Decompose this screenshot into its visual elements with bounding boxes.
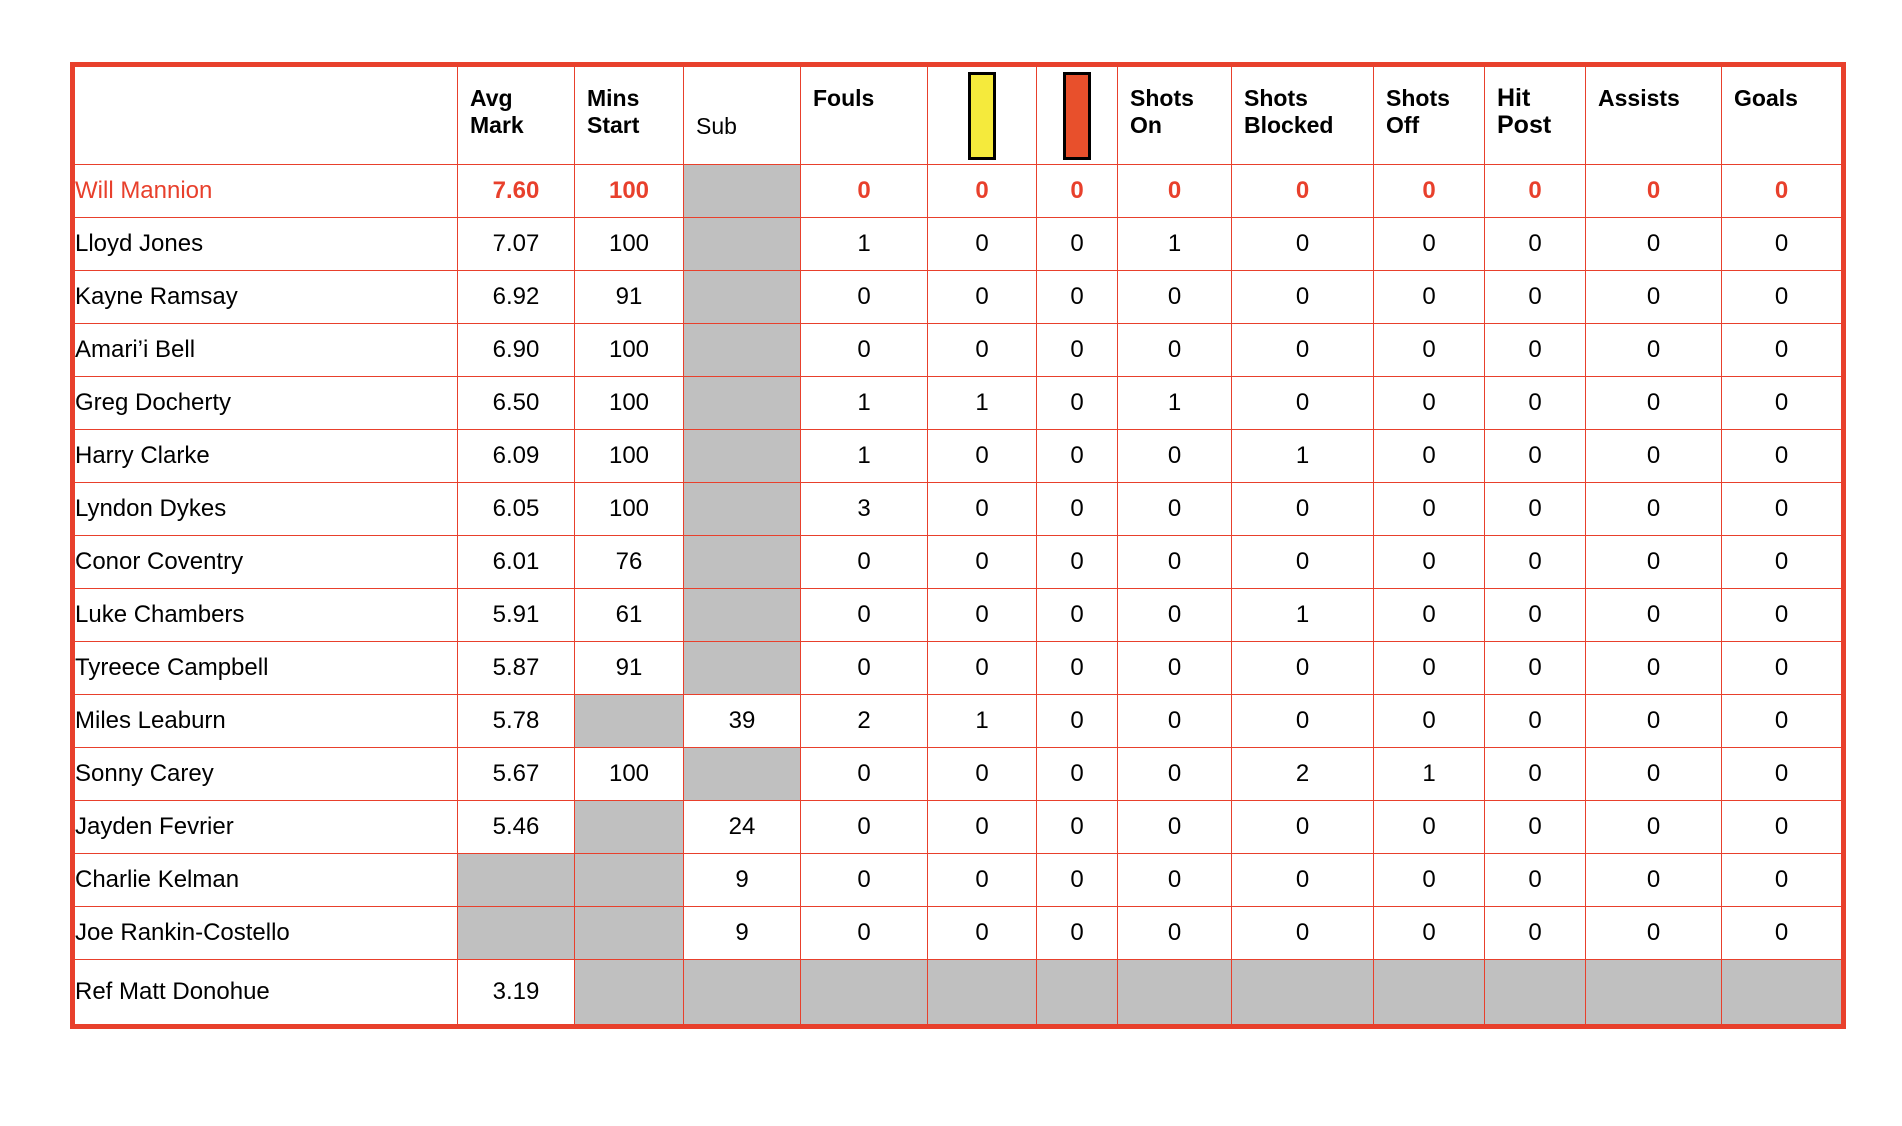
avg-mark: 5.78 xyxy=(458,695,575,748)
fouls: 0 xyxy=(801,536,928,589)
yellow-cards: 1 xyxy=(928,695,1037,748)
shots-on: 0 xyxy=(1118,483,1232,536)
sub-mins xyxy=(684,165,801,218)
yellow-card-icon xyxy=(968,72,996,160)
goals: 0 xyxy=(1722,271,1844,324)
shots-blocked: 0 xyxy=(1232,801,1374,854)
shots-blocked: 0 xyxy=(1232,165,1374,218)
shots-off: 0 xyxy=(1374,324,1485,377)
red-cards: 0 xyxy=(1037,218,1118,271)
assists: 0 xyxy=(1586,907,1722,960)
red-cards: 0 xyxy=(1037,324,1118,377)
red-cards: 0 xyxy=(1037,430,1118,483)
empty-cell xyxy=(1374,960,1485,1027)
red-cards: 0 xyxy=(1037,165,1118,218)
hit-post: 0 xyxy=(1485,589,1586,642)
fouls: 0 xyxy=(801,642,928,695)
fouls: 1 xyxy=(801,430,928,483)
hit-post: 0 xyxy=(1485,907,1586,960)
shots-off: 0 xyxy=(1374,271,1485,324)
hit-post: 0 xyxy=(1485,854,1586,907)
fouls: 0 xyxy=(801,165,928,218)
shots-on: 0 xyxy=(1118,854,1232,907)
player-name: Tyreece Campbell xyxy=(73,642,458,695)
shots-blocked: 0 xyxy=(1232,271,1374,324)
empty-cell xyxy=(1232,960,1374,1027)
header-shots-blocked: Shots Blocked xyxy=(1232,65,1374,165)
player-name: Lyndon Dykes xyxy=(73,483,458,536)
assists: 0 xyxy=(1586,165,1722,218)
player-name: Miles Leaburn xyxy=(73,695,458,748)
hit-post: 0 xyxy=(1485,748,1586,801)
goals: 0 xyxy=(1722,218,1844,271)
shots-blocked: 1 xyxy=(1232,430,1374,483)
assists: 0 xyxy=(1586,854,1722,907)
red-cards: 0 xyxy=(1037,483,1118,536)
avg-mark: 6.01 xyxy=(458,536,575,589)
hit-post: 0 xyxy=(1485,324,1586,377)
player-row xyxy=(73,536,1844,589)
shots-off: 0 xyxy=(1374,430,1485,483)
mins-start: 76 xyxy=(575,536,684,589)
assists: 0 xyxy=(1586,377,1722,430)
sub-mins xyxy=(684,748,801,801)
yellow-cards: 0 xyxy=(928,589,1037,642)
shots-on: 0 xyxy=(1118,430,1232,483)
sub-mins xyxy=(684,271,801,324)
sub-mins xyxy=(684,377,801,430)
shots-off: 0 xyxy=(1374,907,1485,960)
red-card-icon xyxy=(1063,72,1091,160)
header-player xyxy=(73,65,458,165)
goals: 0 xyxy=(1722,854,1844,907)
avg-mark: 6.50 xyxy=(458,377,575,430)
mins-start: 100 xyxy=(575,324,684,377)
empty-cell xyxy=(684,960,801,1027)
fouls: 0 xyxy=(801,589,928,642)
red-cards: 0 xyxy=(1037,589,1118,642)
shots-off: 0 xyxy=(1374,377,1485,430)
assists: 0 xyxy=(1586,801,1722,854)
assists: 0 xyxy=(1586,271,1722,324)
hit-post: 0 xyxy=(1485,218,1586,271)
shots-on: 0 xyxy=(1118,324,1232,377)
yellow-cards: 0 xyxy=(928,642,1037,695)
player-name: Greg Docherty xyxy=(73,377,458,430)
hit-post: 0 xyxy=(1485,536,1586,589)
goals: 0 xyxy=(1722,695,1844,748)
red-cards: 0 xyxy=(1037,695,1118,748)
player-name: Kayne Ramsay xyxy=(73,271,458,324)
fouls: 3 xyxy=(801,483,928,536)
shots-on: 0 xyxy=(1118,907,1232,960)
player-name: Amari’i Bell xyxy=(73,324,458,377)
shots-on: 0 xyxy=(1118,536,1232,589)
assists: 0 xyxy=(1586,695,1722,748)
fouls: 0 xyxy=(801,271,928,324)
red-cards: 0 xyxy=(1037,907,1118,960)
player-row xyxy=(73,801,1844,854)
sub-mins xyxy=(684,536,801,589)
yellow-cards: 0 xyxy=(928,801,1037,854)
avg-mark: 6.05 xyxy=(458,483,575,536)
hit-post: 0 xyxy=(1485,165,1586,218)
shots-off: 0 xyxy=(1374,801,1485,854)
shots-off: 0 xyxy=(1374,589,1485,642)
player-name: Harry Clarke xyxy=(73,430,458,483)
shots-on: 0 xyxy=(1118,748,1232,801)
hit-post: 0 xyxy=(1485,695,1586,748)
red-cards: 0 xyxy=(1037,642,1118,695)
avg-mark: 5.67 xyxy=(458,748,575,801)
goals: 0 xyxy=(1722,589,1844,642)
yellow-cards: 0 xyxy=(928,854,1037,907)
player-ratings-table xyxy=(70,62,1846,1029)
fouls: 0 xyxy=(801,324,928,377)
red-cards: 0 xyxy=(1037,801,1118,854)
player-name: Luke Chambers xyxy=(73,589,458,642)
goals: 0 xyxy=(1722,377,1844,430)
shots-blocked: 2 xyxy=(1232,748,1374,801)
header-shots-off: Shots Off xyxy=(1374,65,1485,165)
header-fouls: Fouls xyxy=(801,65,928,165)
shots-blocked: 0 xyxy=(1232,483,1374,536)
avg-mark: 5.46 xyxy=(458,801,575,854)
player-name: Will Mannion xyxy=(73,165,458,218)
fouls: 2 xyxy=(801,695,928,748)
assists: 0 xyxy=(1586,430,1722,483)
mins-start: 91 xyxy=(575,271,684,324)
player-row xyxy=(73,377,1844,430)
empty-cell xyxy=(1118,960,1232,1027)
shots-off: 1 xyxy=(1374,748,1485,801)
shots-on: 0 xyxy=(1118,589,1232,642)
mins-start xyxy=(575,801,684,854)
header-assists: Assists xyxy=(1586,65,1722,165)
sub-mins: 9 xyxy=(684,854,801,907)
fouls: 1 xyxy=(801,377,928,430)
player-row xyxy=(73,695,1844,748)
referee-name: Ref Matt Donohue xyxy=(73,960,458,1027)
assists: 0 xyxy=(1586,589,1722,642)
goals: 0 xyxy=(1722,536,1844,589)
mins-start: 100 xyxy=(575,748,684,801)
goals: 0 xyxy=(1722,483,1844,536)
shots-blocked: 0 xyxy=(1232,218,1374,271)
fouls: 0 xyxy=(801,801,928,854)
shots-on: 0 xyxy=(1118,165,1232,218)
player-row xyxy=(73,854,1844,907)
yellow-cards: 0 xyxy=(928,271,1037,324)
red-cards: 0 xyxy=(1037,377,1118,430)
sub-mins xyxy=(684,430,801,483)
mins-start xyxy=(575,854,684,907)
mins-start xyxy=(575,695,684,748)
shots-off: 0 xyxy=(1374,854,1485,907)
player-name: Jayden Fevrier xyxy=(73,801,458,854)
red-cards: 0 xyxy=(1037,536,1118,589)
sub-mins xyxy=(684,589,801,642)
fouls: 0 xyxy=(801,907,928,960)
yellow-cards: 0 xyxy=(928,218,1037,271)
goals: 0 xyxy=(1722,165,1844,218)
yellow-cards: 0 xyxy=(928,483,1037,536)
goals: 0 xyxy=(1722,642,1844,695)
mins-start: 100 xyxy=(575,165,684,218)
assists: 0 xyxy=(1586,642,1722,695)
header-sub: Sub xyxy=(684,65,801,165)
empty-cell xyxy=(928,960,1037,1027)
mins-start: 100 xyxy=(575,377,684,430)
shots-off: 0 xyxy=(1374,536,1485,589)
player-row xyxy=(73,907,1844,960)
shots-blocked: 0 xyxy=(1232,907,1374,960)
red-cards: 0 xyxy=(1037,854,1118,907)
hit-post: 0 xyxy=(1485,642,1586,695)
shots-off: 0 xyxy=(1374,165,1485,218)
fouls: 0 xyxy=(801,854,928,907)
player-row xyxy=(73,642,1844,695)
yellow-cards: 0 xyxy=(928,748,1037,801)
shots-blocked: 0 xyxy=(1232,642,1374,695)
sub-mins: 24 xyxy=(684,801,801,854)
shots-blocked: 0 xyxy=(1232,695,1374,748)
sub-mins: 39 xyxy=(684,695,801,748)
goals: 0 xyxy=(1722,801,1844,854)
shots-on: 1 xyxy=(1118,377,1232,430)
header-row xyxy=(73,65,1844,165)
avg-mark: 6.90 xyxy=(458,324,575,377)
empty-cell xyxy=(1485,960,1586,1027)
mins-start: 100 xyxy=(575,218,684,271)
shots-blocked: 0 xyxy=(1232,536,1374,589)
shots-off: 0 xyxy=(1374,483,1485,536)
empty-cell xyxy=(575,960,684,1027)
player-name: Sonny Carey xyxy=(73,748,458,801)
shots-on: 1 xyxy=(1118,218,1232,271)
empty-cell xyxy=(1586,960,1722,1027)
player-name: Lloyd Jones xyxy=(73,218,458,271)
empty-cell xyxy=(1722,960,1844,1027)
empty-cell xyxy=(1037,960,1118,1027)
avg-mark xyxy=(458,854,575,907)
hit-post: 0 xyxy=(1485,271,1586,324)
assists: 0 xyxy=(1586,483,1722,536)
referee-row xyxy=(73,960,1844,1027)
yellow-cards: 0 xyxy=(928,324,1037,377)
shots-blocked: 0 xyxy=(1232,854,1374,907)
sub-mins xyxy=(684,483,801,536)
empty-cell xyxy=(801,960,928,1027)
player-name: Charlie Kelman xyxy=(73,854,458,907)
header-yellow-card xyxy=(928,65,1037,165)
shots-off: 0 xyxy=(1374,695,1485,748)
assists: 0 xyxy=(1586,324,1722,377)
goals: 0 xyxy=(1722,907,1844,960)
mins-start: 100 xyxy=(575,483,684,536)
player-row xyxy=(73,483,1844,536)
yellow-cards: 0 xyxy=(928,165,1037,218)
sub-mins xyxy=(684,218,801,271)
goals: 0 xyxy=(1722,430,1844,483)
shots-on: 0 xyxy=(1118,695,1232,748)
yellow-cards: 0 xyxy=(928,536,1037,589)
header-red-card xyxy=(1037,65,1118,165)
mins-start xyxy=(575,907,684,960)
shots-off: 0 xyxy=(1374,218,1485,271)
mins-start: 100 xyxy=(575,430,684,483)
shots-on: 0 xyxy=(1118,271,1232,324)
player-row xyxy=(73,165,1844,218)
avg-mark: 5.91 xyxy=(458,589,575,642)
red-cards: 0 xyxy=(1037,271,1118,324)
hit-post: 0 xyxy=(1485,377,1586,430)
shots-on: 0 xyxy=(1118,642,1232,695)
red-cards: 0 xyxy=(1037,748,1118,801)
player-name: Joe Rankin-Costello xyxy=(73,907,458,960)
header-mins-start: Mins Start xyxy=(575,65,684,165)
header-goals: Goals xyxy=(1722,65,1844,165)
goals: 0 xyxy=(1722,324,1844,377)
shots-on: 0 xyxy=(1118,801,1232,854)
player-row xyxy=(73,589,1844,642)
avg-mark: 5.87 xyxy=(458,642,575,695)
player-row xyxy=(73,748,1844,801)
referee-avg-mark: 3.19 xyxy=(458,960,575,1027)
mins-start: 91 xyxy=(575,642,684,695)
shots-off: 0 xyxy=(1374,642,1485,695)
fouls: 1 xyxy=(801,218,928,271)
sub-mins: 9 xyxy=(684,907,801,960)
hit-post: 0 xyxy=(1485,430,1586,483)
shots-blocked: 0 xyxy=(1232,324,1374,377)
shots-blocked: 0 xyxy=(1232,377,1374,430)
avg-mark xyxy=(458,907,575,960)
player-row xyxy=(73,430,1844,483)
assists: 0 xyxy=(1586,218,1722,271)
sub-mins xyxy=(684,642,801,695)
sub-mins xyxy=(684,324,801,377)
header-shots-on: Shots On xyxy=(1118,65,1232,165)
yellow-cards: 0 xyxy=(928,430,1037,483)
assists: 0 xyxy=(1586,748,1722,801)
hit-post: 0 xyxy=(1485,483,1586,536)
avg-mark: 6.92 xyxy=(458,271,575,324)
avg-mark: 7.07 xyxy=(458,218,575,271)
header-hit-post: Hit Post xyxy=(1485,65,1586,165)
player-name: Conor Coventry xyxy=(73,536,458,589)
player-row xyxy=(73,271,1844,324)
avg-mark: 7.60 xyxy=(458,165,575,218)
hit-post: 0 xyxy=(1485,801,1586,854)
fouls: 0 xyxy=(801,748,928,801)
assists: 0 xyxy=(1586,536,1722,589)
player-row xyxy=(73,218,1844,271)
yellow-cards: 0 xyxy=(928,907,1037,960)
header-avg-mark: Avg Mark xyxy=(458,65,575,165)
shots-blocked: 1 xyxy=(1232,589,1374,642)
goals: 0 xyxy=(1722,748,1844,801)
avg-mark: 6.09 xyxy=(458,430,575,483)
player-row xyxy=(73,324,1844,377)
mins-start: 61 xyxy=(575,589,684,642)
yellow-cards: 1 xyxy=(928,377,1037,430)
